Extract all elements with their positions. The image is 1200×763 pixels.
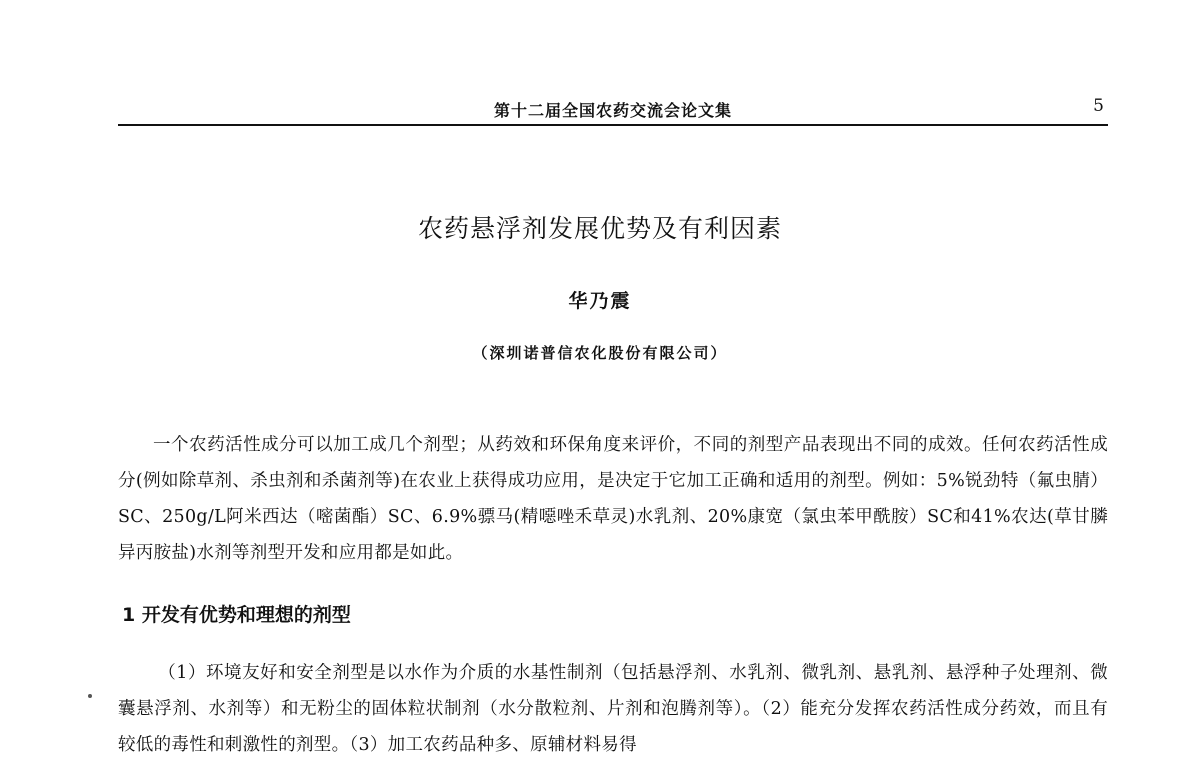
section-paragraph: （1）环境友好和安全剂型是以水作为介质的水基性制剂（包括悬浮剂、水乳剂、微乳剂、悬乳剂、悬浮种子处理剂、微囊悬浮剂、水剂等）和无粉尘的固体粒状制剂（水分散粒剂、片剂和泡腾剂等）。（2）能充分发挥农药活性成分药效，而且有较低的毒性和刺激性的剂型。（3）加工农药品种多、原辅材料易得 bbox=[118, 663, 1108, 755]
page-number: 5 bbox=[1093, 96, 1104, 116]
intro-paragraph: 一个农药活性成分可以加工成几个剂型；从药效和环保角度来评价，不同的剂型产品表现出不同的成效。任何农药活性成分(例如除草剂、杀虫剂和杀菌剂等)在农业上获得成功应用，是决定于它加工正确和适用的剂型。例如：5%锐劲特（氟虫腈）SC、250g/L阿米西达（嘧菌酯）SC、6.9%骠马(精噁唑禾草灵)水乳剂、20%康宽（氯虫苯甲酰胺）SC和41%农达(草甘膦异丙胺盐)水剂等剂型开发和应用都是如此。 bbox=[118, 435, 1108, 563]
author-affiliation: （深圳诺普信农化股份有限公司） bbox=[472, 344, 728, 362]
margin-mark bbox=[88, 694, 92, 698]
running-header bbox=[118, 92, 1108, 126]
section-heading: 1 开发有优势和理想的剂型 bbox=[122, 604, 351, 626]
article-title: 农药悬浮剂发展优势及有利因素 bbox=[417, 214, 782, 243]
journal-name: 第十二届全国农药交流会论文集 bbox=[493, 101, 732, 120]
article-author: 华乃震 bbox=[568, 290, 632, 312]
